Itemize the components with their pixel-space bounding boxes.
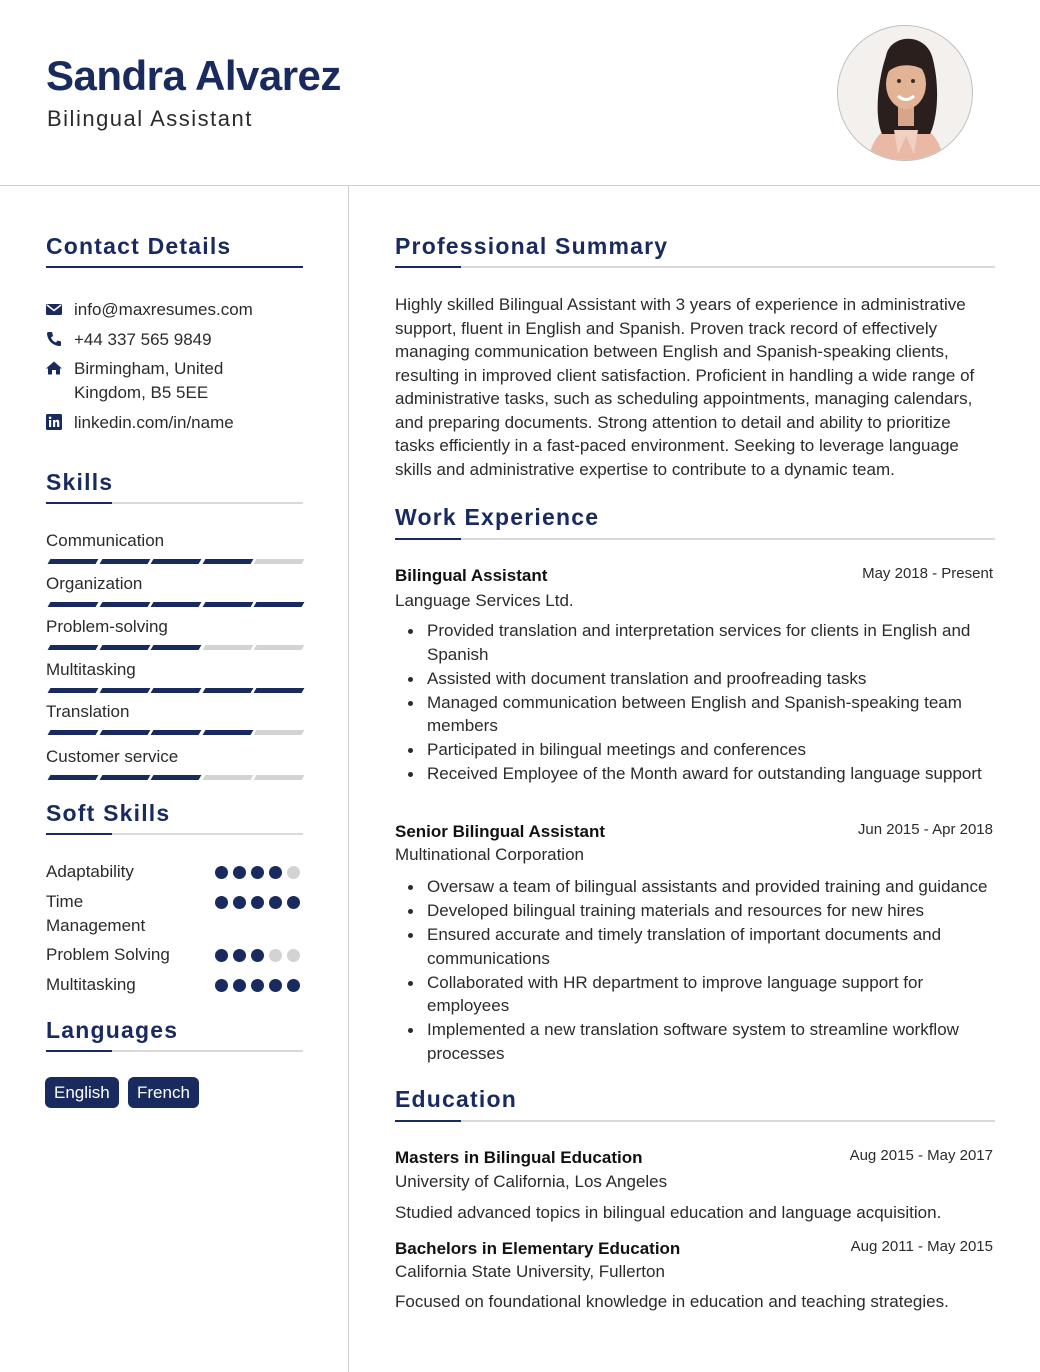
skill-name: Organization <box>46 574 143 593</box>
skill-level-segment <box>202 730 253 735</box>
job-date: May 2018 - Present <box>862 565 993 582</box>
skill-name: Translation <box>46 702 130 721</box>
rating-dot <box>269 979 282 992</box>
rating-dot <box>233 949 246 962</box>
skill-name: Communication <box>46 531 165 550</box>
experience-section-title: Work Experience <box>395 504 600 530</box>
skill-level-segment <box>202 775 253 780</box>
rating-dot <box>287 979 300 992</box>
resume-header <box>0 0 1040 186</box>
skill-level-bar <box>46 602 302 607</box>
skill-level-segment <box>99 775 150 780</box>
candidate-title: Bilingual Assistant <box>47 106 253 131</box>
job-bullet: Implemented a new translation software system to streamline workflow processes <box>427 1018 992 1065</box>
contact-address-text: Birmingham, United Kingdom, B5 5EE <box>74 359 224 402</box>
contact-address <box>46 357 306 405</box>
soft-skills-section-rule <box>46 833 303 835</box>
summary-section-rule <box>395 266 995 268</box>
skill-level-segment <box>99 602 150 607</box>
skill-level-segment <box>254 688 305 693</box>
soft-skill-name: Time Management <box>46 892 146 935</box>
job-bullet: Assisted with document translation and proofreading tasks <box>427 667 992 691</box>
job-bullet: Managed communication between English and Spanish-speaking team members <box>427 691 992 738</box>
rating-dot <box>215 866 228 879</box>
rating-dot <box>287 949 300 962</box>
rating-dot <box>251 896 264 909</box>
rating-dot <box>251 866 264 879</box>
rating-dot <box>269 896 282 909</box>
skill-level-segment <box>48 645 99 650</box>
job-company: Multinational Corporation <box>395 845 584 864</box>
job-bullets <box>427 875 992 1066</box>
skill-level-bar <box>46 688 302 693</box>
job-date: Jun 2015 - Apr 2018 <box>857 821 993 838</box>
contact-email-text: info@maxresumes.com <box>74 300 253 319</box>
job-bullet: Oversaw a team of bilingual assistants and provided training and guidance <box>427 875 992 899</box>
skill-level-segment <box>151 559 202 564</box>
rating-dot <box>251 979 264 992</box>
education-section-rule <box>395 1120 995 1122</box>
language-badge: French <box>128 1077 199 1108</box>
contact-phone[interactable] <box>46 328 306 352</box>
skill-level-segment <box>48 730 99 735</box>
home-icon <box>46 360 62 376</box>
candidate-name: Sandra Alvarez <box>46 52 341 99</box>
skill-level-segment <box>254 775 305 780</box>
skill-level-segment <box>99 730 150 735</box>
soft-skill-rating <box>215 979 305 992</box>
skill-level-segment <box>151 602 202 607</box>
rating-dot <box>215 896 228 909</box>
school-name: University of California, Los Angeles <box>395 1172 668 1191</box>
job-bullets <box>427 619 992 786</box>
job-title: Senior Bilingual Assistant <box>395 822 606 841</box>
skills-section-rule <box>46 502 303 504</box>
degree-description: Studied advanced topics in bilingual education and language acquisition. <box>395 1203 942 1222</box>
skill-level-segment <box>99 645 150 650</box>
soft-skill-name: Problem Solving <box>46 945 170 964</box>
school-name: California State University, Fullerton <box>395 1262 665 1281</box>
column-divider <box>348 186 349 1372</box>
rating-dot <box>233 896 246 909</box>
skill-name: Customer service <box>46 747 179 766</box>
skill-level-segment <box>202 645 253 650</box>
languages-section-rule <box>46 1050 303 1052</box>
degree-title: Bachelors in Elementary Education <box>395 1239 681 1258</box>
skill-level-segment <box>48 559 99 564</box>
job-bullet: Received Employee of the Month award for outstanding language support <box>427 762 992 786</box>
soft-skills-section-title: Soft Skills <box>46 800 171 826</box>
soft-skill-rating <box>215 896 305 909</box>
degree-date: Aug 2011 - May 2015 <box>850 1238 993 1255</box>
skill-level-segment <box>151 688 202 693</box>
contact-section-title: Contact Details <box>46 233 232 259</box>
skill-level-bar <box>46 775 302 780</box>
degree-title: Masters in Bilingual Education <box>395 1148 643 1167</box>
skill-level-segment <box>254 645 305 650</box>
rating-dot <box>233 866 246 879</box>
language-badge: English <box>45 1077 119 1108</box>
contact-section-rule <box>46 266 303 268</box>
summary-text: Highly skilled Bilingual Assistant with 3 years of experience in administrative support, fluent in English and Spanish. Proven track record of effectively managing communication between English and Spanish-speaking clients, resulting in improved client satisfaction. Proficient in handling a wide range of administrative tasks, such as scheduling appointments, managing calendars, and preparing documents. Strong attention to detail and ability to prioritize tasks efficiently in a fast-paced environment. Seeking to leverage language skills and administrative expertise to contribute to a dynamic team. <box>395 295 975 479</box>
job-bullet: Ensured accurate and timely translation of important documents and communications <box>427 923 992 970</box>
contact-linkedin[interactable] <box>46 411 306 435</box>
soft-skill-rating <box>215 866 305 879</box>
experience-section-rule <box>395 538 995 540</box>
job-bullet: Developed bilingual training materials and resources for new hires <box>427 899 992 923</box>
rating-dot <box>233 979 246 992</box>
summary-section-title: Professional Summary <box>395 233 669 259</box>
skill-level-segment <box>254 730 305 735</box>
phone-icon <box>46 331 62 347</box>
skill-name: Multitasking <box>46 660 136 679</box>
skill-level-segment <box>254 602 305 607</box>
contact-email[interactable] <box>46 298 306 322</box>
skill-level-segment <box>99 688 150 693</box>
skill-level-bar <box>46 730 302 735</box>
skill-level-segment <box>99 559 150 564</box>
skill-level-segment <box>48 602 99 607</box>
skill-level-segment <box>202 559 253 564</box>
rating-dot <box>251 949 264 962</box>
skill-level-bar <box>46 645 302 650</box>
skill-level-segment <box>202 602 253 607</box>
contact-phone-text: +44 337 565 9849 <box>74 330 212 349</box>
envelope-icon <box>46 301 62 317</box>
job-bullet: Provided translation and interpretation services for clients in English and Spanish <box>427 619 992 666</box>
degree-description: Focused on foundational knowledge in education and teaching strategies. <box>395 1292 949 1311</box>
job-bullet: Participated in bilingual meetings and conferences <box>427 738 992 762</box>
contact-linkedin-text: linkedin.com/in/name <box>74 413 234 432</box>
skill-level-bar <box>46 559 302 564</box>
soft-skill-rating <box>215 949 305 962</box>
languages-section-title: Languages <box>46 1017 179 1043</box>
rating-dot <box>215 949 228 962</box>
skill-name: Problem-solving <box>46 617 168 636</box>
skill-level-segment <box>151 730 202 735</box>
rating-dot <box>269 949 282 962</box>
skill-level-segment <box>48 688 99 693</box>
linkedin-icon <box>46 414 62 430</box>
skill-level-segment <box>151 645 202 650</box>
rating-dot <box>215 979 228 992</box>
skill-level-segment <box>202 688 253 693</box>
profile-photo <box>837 25 973 161</box>
rating-dot <box>269 866 282 879</box>
skill-level-segment <box>48 775 99 780</box>
skill-level-segment <box>254 559 305 564</box>
skills-section-title: Skills <box>46 469 114 495</box>
rating-dot <box>287 896 300 909</box>
job-company: Language Services Ltd. <box>395 591 574 610</box>
skill-level-segment <box>151 775 202 780</box>
degree-date: Aug 2015 - May 2017 <box>849 1147 993 1164</box>
soft-skill-name: Adaptability <box>46 862 134 881</box>
rating-dot <box>287 866 300 879</box>
soft-skill-name: Multitasking <box>46 975 136 994</box>
job-title: Bilingual Assistant <box>395 566 548 585</box>
job-bullet: Collaborated with HR department to improve language support for employees <box>427 971 992 1018</box>
education-section-title: Education <box>395 1086 517 1112</box>
